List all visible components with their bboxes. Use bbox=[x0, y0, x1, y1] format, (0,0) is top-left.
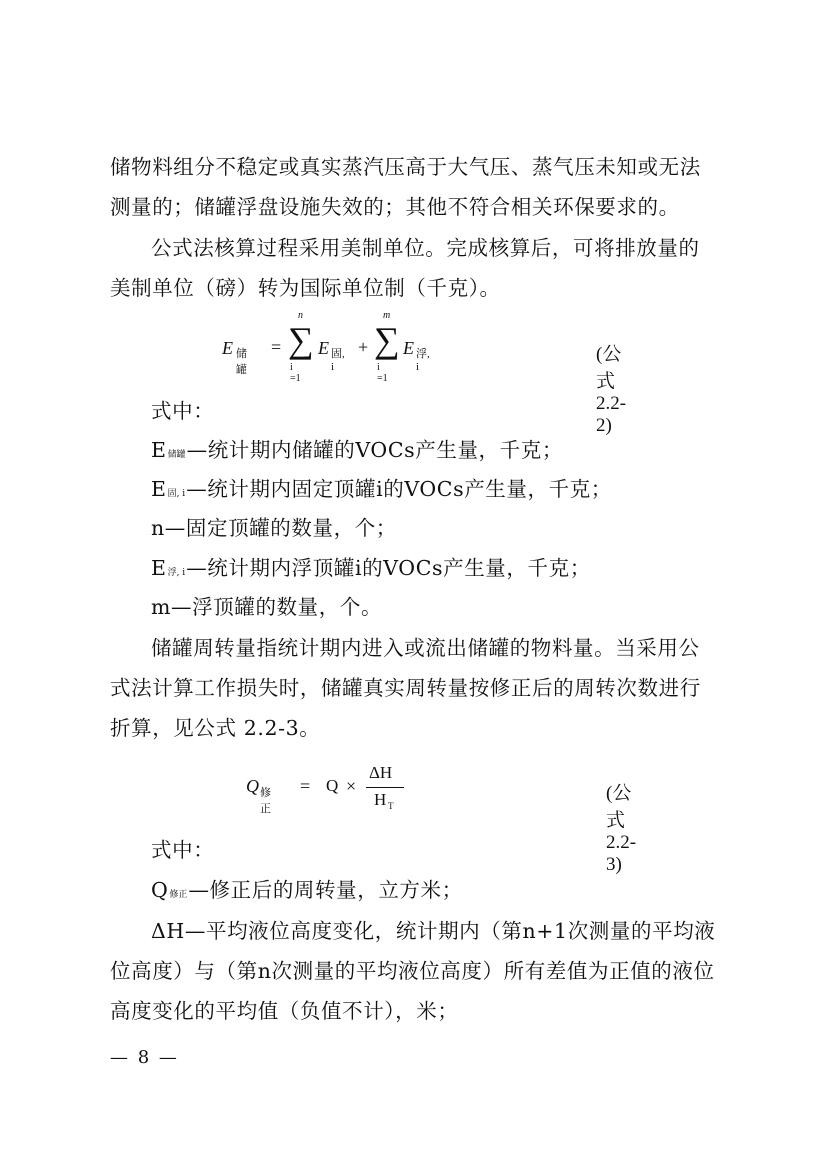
formula-q: Q bbox=[326, 776, 339, 795]
paragraph-line: 测量的；储罐浮盘设施失效的；其他不符合相关环保要求的。 bbox=[110, 195, 680, 219]
def-symbol: Q bbox=[151, 878, 169, 902]
formula-plus: + bbox=[358, 337, 369, 357]
def-symbol-sub: 浮, i bbox=[167, 568, 186, 578]
formula-equals: = bbox=[271, 337, 282, 357]
term1: E bbox=[318, 338, 329, 358]
fraction-denominator-sub: T bbox=[388, 801, 394, 811]
sum1-lower: i =1 bbox=[290, 362, 301, 384]
def-symbol: E bbox=[151, 477, 167, 501]
definition-e-fixed bbox=[151, 474, 771, 509]
term2: E bbox=[403, 338, 414, 358]
term1-sub: 固, i bbox=[331, 348, 345, 373]
fraction-bar bbox=[366, 787, 404, 788]
definition-e-storage bbox=[151, 435, 771, 470]
formula-lhs: Q bbox=[246, 776, 259, 796]
definition-m: m—浮顶罐的数量，个。 bbox=[151, 595, 383, 619]
formula-lhs-sub: 修正 bbox=[260, 787, 271, 815]
formula-number: (公式2.2-3) bbox=[606, 783, 637, 875]
def-symbol: E bbox=[151, 556, 167, 580]
sum2-lower: i =1 bbox=[377, 362, 388, 384]
defs-heading: 式中： bbox=[151, 399, 215, 423]
formula-number: (公式2.2-2) bbox=[596, 344, 627, 436]
formula-times: × bbox=[346, 776, 357, 796]
paragraph-line: 折算，见公式 2.2-3。 bbox=[110, 716, 321, 740]
sum1-upper: n bbox=[298, 310, 303, 321]
definition-n: n—固定顶罐的数量，个； bbox=[151, 516, 397, 540]
sum2-upper: m bbox=[383, 310, 391, 321]
term2-sub: 浮, i bbox=[416, 348, 430, 373]
def-text: —统计期内固定顶罐i的VOCs产生量，千克； bbox=[186, 477, 612, 501]
def-symbol: E bbox=[151, 438, 167, 462]
paragraph-line: 位高度）与（第n次测量的平均液位高度）所有差值为正值的液位 bbox=[110, 959, 715, 983]
paragraph-line: 储罐周转量指统计期内进入或流出储罐的物料量。当采用公 bbox=[151, 636, 700, 660]
def-symbol-sub: 固, i bbox=[167, 489, 186, 499]
formula-lhs-sub: 储罐 bbox=[236, 348, 247, 376]
definition-delta-h: ΔH—平均液位高度变化，统计期内（第n+1次测量的平均液 bbox=[151, 919, 716, 943]
paragraph-line: 公式法核算过程采用美制单位。完成核算后，可将排放量的 bbox=[151, 236, 700, 260]
paragraph-line: 式法计算工作损失时，储罐真实周转量按修正后的周转次数进行 bbox=[110, 676, 701, 700]
paragraph-line: 储物料组分不稳定或真实蒸汽压高于大气压、蒸气压未知或无法 bbox=[110, 155, 701, 179]
definition-e-floating bbox=[151, 553, 771, 588]
definition-q-corrected bbox=[151, 875, 771, 910]
paragraph-line: 美制单位（磅）转为国际单位制（千克）。 bbox=[110, 276, 501, 300]
def-text: —统计期内浮顶罐i的VOCs产生量，千克； bbox=[186, 556, 591, 580]
def-text: —统计期内储罐的VOCs产生量，千克； bbox=[186, 438, 563, 462]
formula-equals: = bbox=[300, 776, 311, 796]
def-text: —修正后的周转量，立方米； bbox=[188, 878, 463, 902]
defs-heading: 式中： bbox=[151, 838, 215, 862]
page-number: — 8 — bbox=[110, 1047, 179, 1068]
def-symbol-sub: 储罐 bbox=[167, 450, 186, 460]
def-symbol-sub: 修正 bbox=[169, 890, 188, 900]
fraction-numerator: ΔH bbox=[369, 763, 393, 782]
sum1-sigma: ∑ bbox=[288, 320, 314, 360]
sum2-sigma: ∑ bbox=[374, 320, 400, 360]
fraction-denominator: H bbox=[374, 790, 387, 809]
formula-lhs: E bbox=[222, 338, 233, 358]
paragraph-line: 高度变化的平均值（负值不计），米； bbox=[110, 999, 459, 1023]
